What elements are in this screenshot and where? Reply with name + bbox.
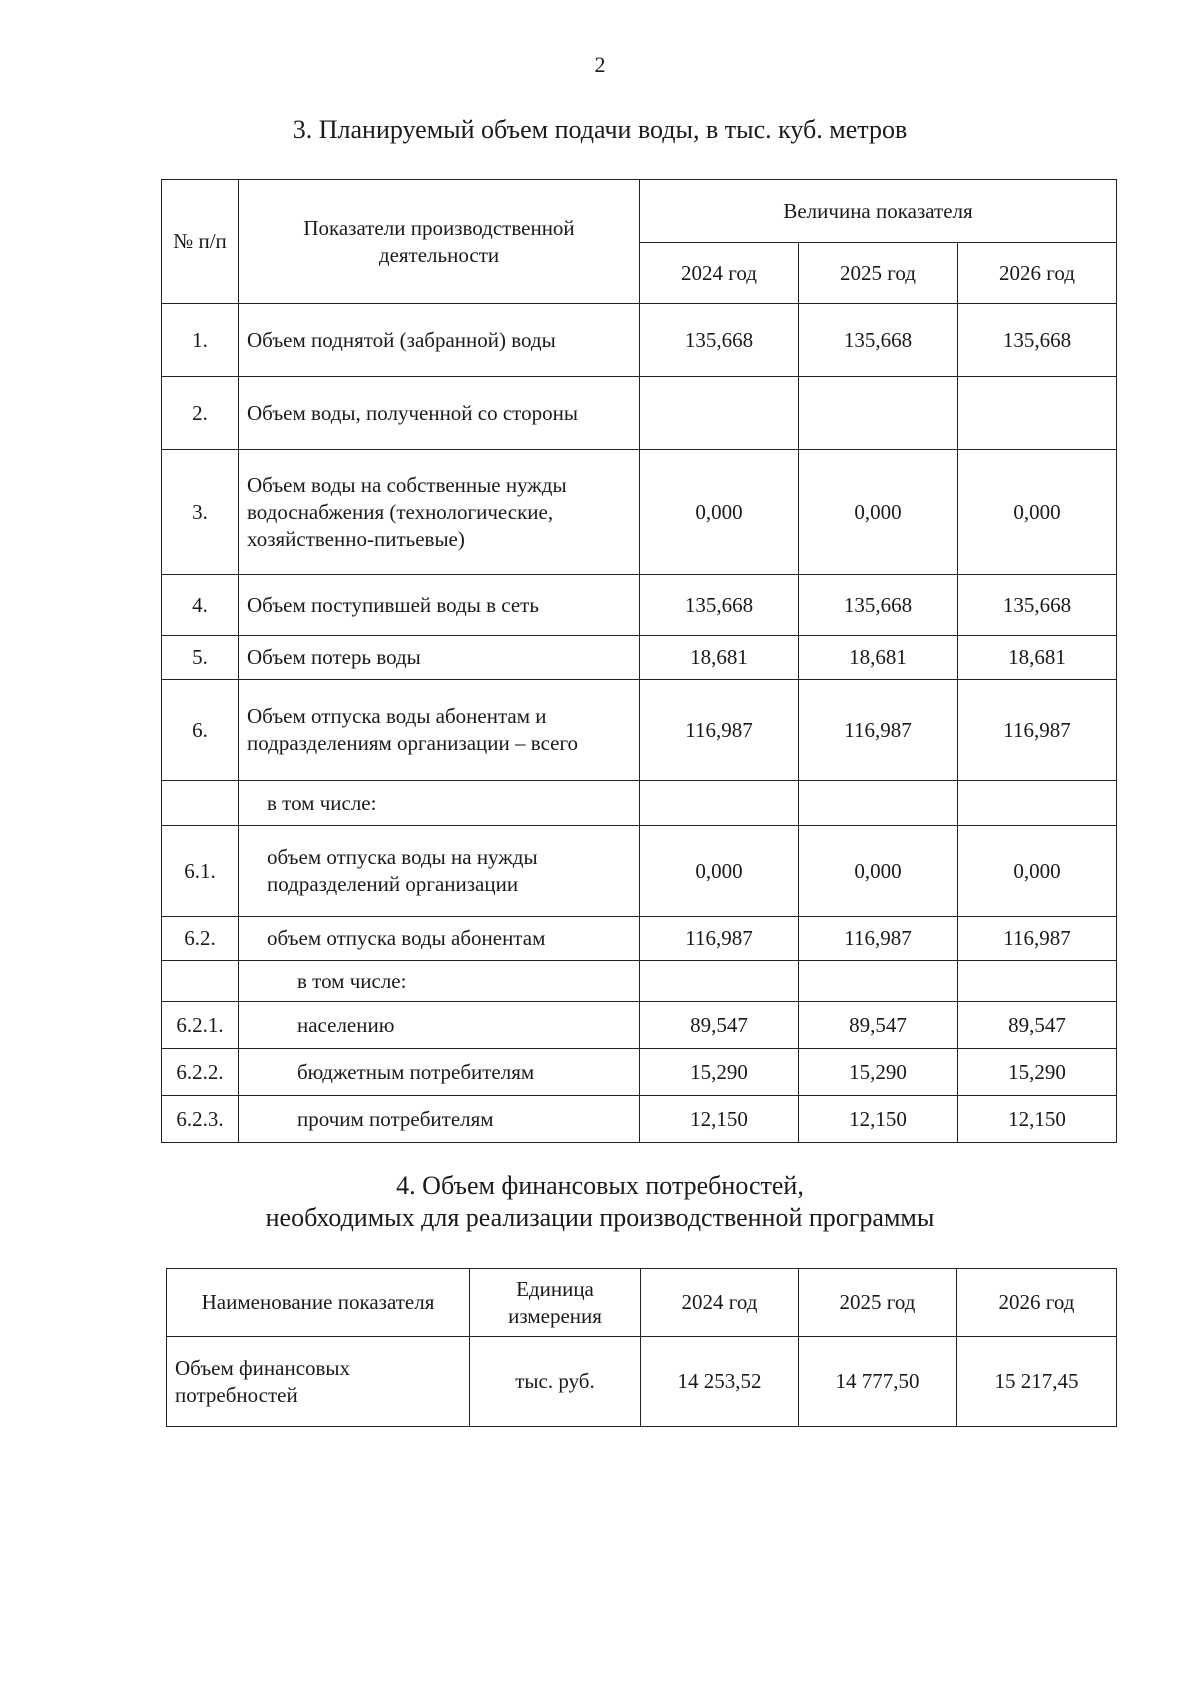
header-unit: Единица измерения: [470, 1269, 641, 1337]
table-row: [162, 781, 1117, 826]
row-value: 135,668: [799, 304, 958, 377]
section-4-title-line2: необходимых для реализации производственной программы: [265, 1203, 935, 1232]
header-year: 2024 год: [641, 1269, 799, 1337]
row-label: Объем потерь воды: [239, 636, 640, 680]
header-year: 2025 год: [799, 1269, 957, 1337]
row-value: 135,668: [640, 575, 799, 636]
row-label: в том числе:: [239, 961, 640, 1002]
row-value: 18,681: [958, 636, 1117, 680]
table-row: [162, 1096, 1117, 1143]
table-row: [162, 961, 1117, 1002]
table-row: [162, 575, 1117, 636]
row-value: 116,987: [958, 917, 1117, 961]
header-num: № п/п: [162, 180, 239, 304]
row-value: [958, 961, 1117, 1002]
row-value: 15,290: [640, 1049, 799, 1096]
row-value: 14 253,52: [641, 1337, 799, 1427]
row-name: Объем финансовых потребностей: [167, 1337, 470, 1427]
row-value: 89,547: [799, 1002, 958, 1049]
table-row: [162, 377, 1117, 450]
row-value: [799, 781, 958, 826]
header-indicator: Показатели производственной деятельности: [239, 180, 640, 304]
row-value: 116,987: [640, 917, 799, 961]
header-year: 2025 год: [799, 243, 958, 304]
row-label: Объем воды, полученной со стороны: [239, 377, 640, 450]
row-value: 135,668: [640, 304, 799, 377]
section-4-title-line1: 4. Объем финансовых потребностей,: [396, 1171, 804, 1200]
row-value: 0,000: [799, 450, 958, 575]
row-label: бюджетным потребителям: [239, 1049, 640, 1096]
row-value: 116,987: [958, 680, 1117, 781]
water-supply-table: [161, 179, 1117, 1143]
row-value: 116,987: [799, 917, 958, 961]
row-label: в том числе:: [239, 781, 640, 826]
header-name: Наименование показателя: [167, 1269, 470, 1337]
row-num: 6.2.2.: [162, 1049, 239, 1096]
row-value: 0,000: [640, 450, 799, 575]
section-3-title: 3. Планируемый объем подачи воды, в тыс. куб. метров: [292, 115, 908, 144]
row-value: 0,000: [958, 826, 1117, 917]
row-label: Объем воды на собственные нужды водоснабжения (технологические, хозяйственно-питьевые): [239, 450, 640, 575]
row-value: 89,547: [640, 1002, 799, 1049]
row-value: [799, 377, 958, 450]
row-num: 3.: [162, 450, 239, 575]
row-value: 18,681: [799, 636, 958, 680]
row-value: 116,987: [799, 680, 958, 781]
row-num: 6.1.: [162, 826, 239, 917]
row-num: 5.: [162, 636, 239, 680]
row-label: прочим потребителям: [239, 1096, 640, 1143]
row-value: 0,000: [640, 826, 799, 917]
row-label: Объем поступившей воды в сеть: [239, 575, 640, 636]
header-year: 2026 год: [958, 243, 1117, 304]
row-value: 15,290: [799, 1049, 958, 1096]
row-value: 135,668: [958, 304, 1117, 377]
table-row: [162, 917, 1117, 961]
row-value: 15,290: [958, 1049, 1117, 1096]
row-value: 12,150: [958, 1096, 1117, 1143]
row-value: 14 777,50: [799, 1337, 957, 1427]
header-value-group: Величина показателя: [640, 180, 1117, 243]
row-value: [799, 961, 958, 1002]
row-value: 18,681: [640, 636, 799, 680]
row-num: 4.: [162, 575, 239, 636]
row-value: [640, 377, 799, 450]
row-num: [162, 781, 239, 826]
row-value: 116,987: [640, 680, 799, 781]
financial-needs-table: [166, 1268, 1117, 1427]
table-row: [167, 1337, 1117, 1427]
row-num: 6.2.: [162, 917, 239, 961]
table-row: [162, 826, 1117, 917]
table-row: [162, 636, 1117, 680]
row-num: 6.2.1.: [162, 1002, 239, 1049]
row-label: Объем поднятой (забранной) воды: [239, 304, 640, 377]
table-row: [162, 1002, 1117, 1049]
section-4-title: [0, 1170, 1200, 1234]
table-row: [162, 1049, 1117, 1096]
row-num: [162, 961, 239, 1002]
table-row: [162, 680, 1117, 781]
row-value: [958, 781, 1117, 826]
table-row: [162, 304, 1117, 377]
row-num: 6.2.3.: [162, 1096, 239, 1143]
row-num: 2.: [162, 377, 239, 450]
row-value: 135,668: [799, 575, 958, 636]
row-num: 1.: [162, 304, 239, 377]
row-value: 12,150: [799, 1096, 958, 1143]
row-label: населению: [239, 1002, 640, 1049]
row-value: 12,150: [640, 1096, 799, 1143]
row-label: объем отпуска воды на нужды подразделений организации: [239, 826, 640, 917]
row-value: 0,000: [799, 826, 958, 917]
row-value: [640, 781, 799, 826]
row-label: Объем отпуска воды абонентам и подразделениям организации – всего: [239, 680, 640, 781]
header-year: 2026 год: [957, 1269, 1117, 1337]
row-value: [640, 961, 799, 1002]
row-value: 0,000: [958, 450, 1117, 575]
row-label: объем отпуска воды абонентам: [239, 917, 640, 961]
page-number: 2: [594, 52, 606, 77]
row-num: 6.: [162, 680, 239, 781]
row-value: 15 217,45: [957, 1337, 1117, 1427]
row-value: 135,668: [958, 575, 1117, 636]
header-year: 2024 год: [640, 243, 799, 304]
row-unit: тыс. руб.: [470, 1337, 641, 1427]
row-value: 89,547: [958, 1002, 1117, 1049]
table-row: [162, 450, 1117, 575]
row-value: [958, 377, 1117, 450]
